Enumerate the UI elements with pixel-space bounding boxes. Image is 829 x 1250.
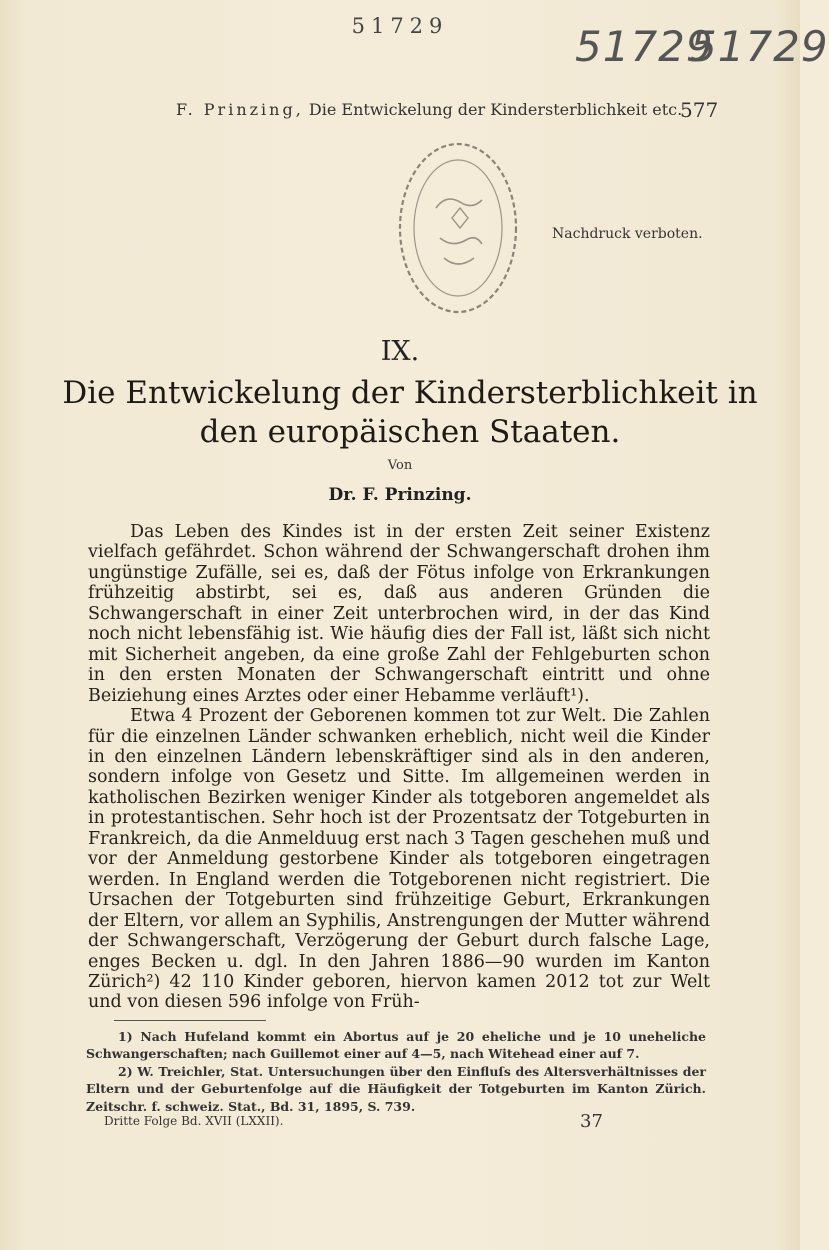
library-seal-icon [396,138,520,318]
page-number: 577 [680,98,719,122]
author-name: Dr. F. Prinzing. [328,485,472,505]
title-line: den europäischen Staaten. [199,414,621,450]
reprint-notice: Nachdruck verboten. [552,226,703,242]
signature-number: 37 [580,1111,603,1132]
running-head-author: F. Prinzing, [176,100,304,119]
byline-von: Von [387,458,413,473]
running-head-title: Die Entwickelung der Kindersterblichkeit etc. [308,100,683,119]
running-head [176,100,682,119]
footnote-rule [114,1020,266,1021]
footnotes [86,1028,706,1115]
title-line: Die Entwickelung der Kindersterblichkeit in [62,375,758,411]
signature-line: Dritte Folge Bd. XVII (LXXII). [104,1114,284,1128]
chapter-number: IX. [380,336,420,367]
paragraph: Etwa 4 Prozent der Geborenen kommen tot zur Welt. Die Zahlen für die einzelnen Länder schwanken erheblich, nicht weil die Kinder in den einzelnen Ländern lebenskräftiger sind als in den anderen, sondern infolge von Gesetz und Sitte. Im allgemeinen werden in katholischen Bezirken weniger Kinder als totgeboren angemeldet als in protestantischen. Sehr hoch ist der Prozentsatz der Totgeburten in Frankreich, da die Anmelduug erst nach 3 Tagen geschehen muß und vor der Anmeldung gestorbene Kinder als totgeboren eingetragen werden. In England werden die Totgeborenen nicht registriert. Die Ursachen der Totgeburten sind frühzeitige Geburt, Erkrankungen der Eltern, vor allem an Syphilis, Anstrengungen der Mutter während der Schwangerschaft, Verzögerung der Geburt durch falsche Lage, enges Becken u. dgl. In den Jahren 1886—90 wurden im Kanton Zürich²) 42 110 Kinder geboren, hiervon kamen 2012 tot zur Welt und von diesen 596 infolge von Früh- [88,706,710,1013]
footnote: 1) Nach Hufeland kommt ein Abortus auf je 20 eheliche und je 10 uneheliche Schwangerschaften; nach Guillemot einer auf 4—5, nach Witehead einer auf 7. [86,1029,706,1062]
footnote: 2) W. Treichler, Stat. Untersuchungen über den Einfluſs des Altersverhältnisses der Eltern und der Geburtenfolge auf die Häufigkeit der Totgeburten im Kanton Zürich. Zeitschr. f. schweiz. Stat., Bd. 31, 1895, S. 739. [86,1063,706,1114]
paragraph: Das Leben des Kindes ist in der ersten Zeit seiner Existenz vielfach gefährdet. Schon während der Schwangerschaft drohen ihm ungünstige Zufälle, sei es, daß der Fötus infolge von Erkrankungen frühzeitig abstirbt, sei es, daß aus anderen Gründen die Schwangerschaft in einer Zeit unterbrochen wird, in der das Kind noch nicht lebensfähig ist. Wie häufig dies der Fall ist, läßt sich nicht mit Sicherheit angeben, da eine große Zahl der Fehlgeburten schon in den ersten Monaten der Schwangerschaft eintritt und ohne Beiziehung eines Arztes oder einer Hebamme verläuft¹). [88,522,710,706]
handwritten-number-2: 51729 [690,22,829,71]
body-text [88,522,710,1013]
article-title [60,374,760,452]
handwritten-number: 51729 [575,22,714,71]
stamp-number: 51729 [351,14,449,38]
